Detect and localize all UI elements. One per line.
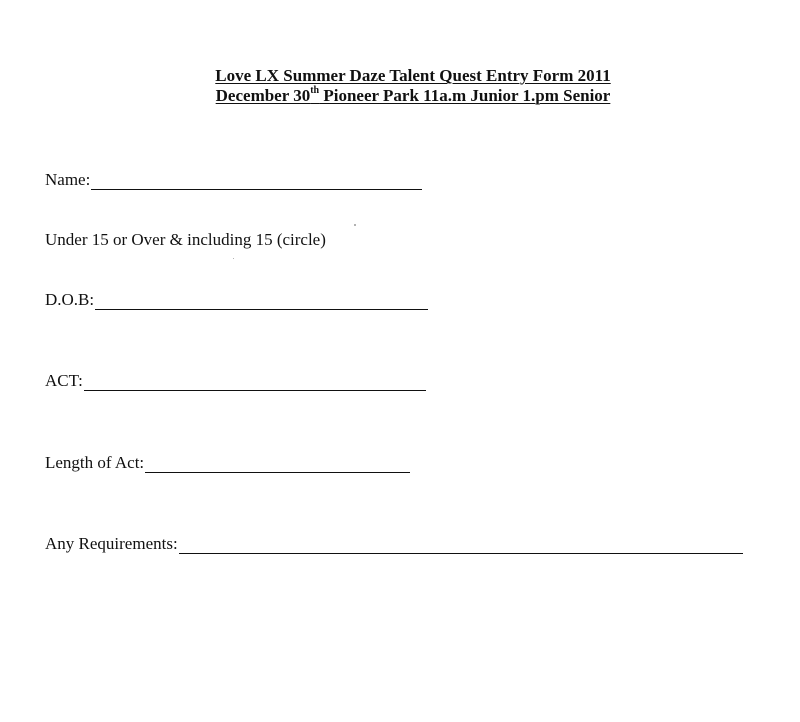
requirements-field (45, 534, 743, 554)
form-title-text: Love LX Summer Daze Talent Quest Entry Form 2011 (215, 66, 611, 85)
act-label: ACT: (45, 371, 83, 390)
age-category-instruction: Under 15 or Over & including 15 (circle) (45, 230, 326, 249)
dob-label: D.O.B: (45, 290, 95, 309)
length-of-act-input-line[interactable] (145, 457, 410, 473)
dob-input-line[interactable] (95, 294, 428, 310)
event-details (216, 86, 611, 106)
dob-field (45, 290, 428, 310)
scan-speck (354, 224, 356, 226)
form-title (215, 66, 610, 86)
act-field (45, 371, 426, 391)
requirements-input-line[interactable] (179, 538, 743, 554)
requirements-label: Any Requirements: (45, 534, 178, 553)
form-header (0, 66, 800, 106)
name-field (45, 170, 422, 190)
length-of-act-field (45, 453, 410, 473)
act-input-line[interactable] (84, 375, 426, 391)
length-of-act-label: Length of Act: (45, 453, 145, 472)
scan-speck (233, 258, 234, 259)
name-input-line[interactable] (91, 174, 422, 190)
event-date-suffix: th (310, 85, 320, 97)
event-location-times: Pioneer Park 11a.m Junior 1.pm Senior (319, 86, 611, 105)
event-date-text: December 30 (215, 86, 311, 105)
name-label: Name: (45, 170, 91, 189)
